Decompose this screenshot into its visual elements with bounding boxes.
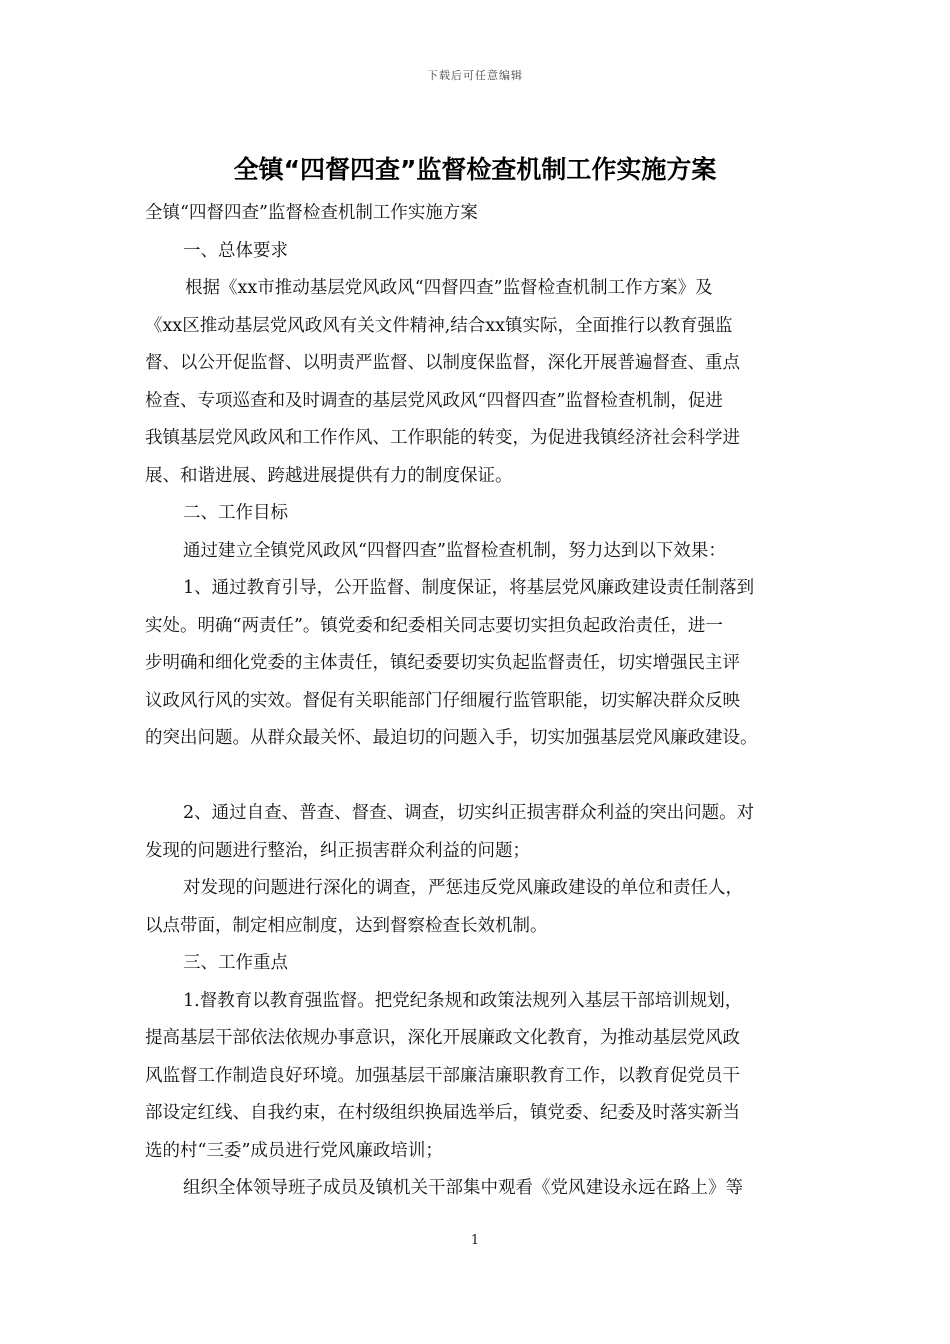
paragraph-line: 《xx区推动基层党风政风有关文件精神,结合xx镇实际，全面推行以教育强监 (145, 315, 733, 336)
paragraph-line: 检查、专项巡查和及时调查的基层党风政风“四督四查”监督检查机制，促进 (145, 390, 723, 411)
paragraph-line: 1、通过教育引导，公开监督、制度保证，将基层党风廉政建设责任制落到 (183, 578, 755, 598)
paragraph-line: 的突出问题。从群众最关怀、最迫切的问题入手，切实加强基层党风廉政建设。 (145, 728, 758, 748)
paragraph-line: 督、以公开促监督、以明责严监督、以制度保监督，深化开展普遍督查、重点 (145, 353, 740, 373)
paragraph-line: 步明确和细化党委的主体责任，镇纪委要切实负起监督责任，切实增强民主评 (145, 653, 740, 673)
blank-line (145, 758, 820, 796)
document-title: 全镇“四督四查”监督检查机制工作实施方案 (233, 155, 717, 184)
paragraph-line: 风监督工作制造良好环境。加强基层干部廉洁廉职教育工作，以教育促党员干 (145, 1065, 740, 1086)
section-heading: 三、工作重点 (183, 953, 288, 973)
header-note: 下载后可任意编辑 (427, 69, 523, 82)
section-heading: 一、总体要求 (183, 240, 288, 261)
paragraph-line: 通过建立全镇党风政风“四督四查”监督检查机制，努力达到以下效果： (183, 540, 726, 561)
paragraph-line: 我镇基层党风政风和工作作风、工作职能的转变，为促进我镇经济社会科学进 (145, 428, 740, 448)
paragraph-line: 部设定红线、自我约束，在村级组织换届选举后，镇党委、纪委及时落实新当 (145, 1103, 740, 1123)
paragraph-line: 组织全体领导班子成员及镇机关干部集中观看《党风建设永远在路上》等 (183, 1178, 743, 1198)
page-number: 1 (470, 1233, 480, 1248)
paragraph-line: 展、和谐进展、跨越进展提供有力的制度保证。 (145, 465, 513, 486)
section-heading: 二、工作目标 (183, 503, 288, 523)
paragraph-line: 发现的问题进行整治，纠正损害群众利益的问题； (145, 840, 530, 861)
paragraph-line: 议政风行风的实效。督促有关职能部门仔细履行监管职能，切实解决群众反映 (145, 690, 740, 711)
paragraph-line: 2、通过自查、普查、督查、调查，切实纠正损害群众利益的突出问题。对 (183, 803, 755, 823)
paragraph-line: 根据《xx市推动基层党风政风“四督四查”监督检查机制工作方案》及 (185, 278, 713, 298)
paragraph-line: 以点带面，制定相应制度，达到督察检查长效机制。 (145, 915, 548, 936)
document-body (145, 195, 820, 1208)
paragraph-line: 选的村“三委”成员进行党风廉政培训； (145, 1140, 443, 1161)
paragraph-line: 1.督教育以教育强监督。把党纪条规和政策法规列入基层干部培训规划， (183, 990, 743, 1011)
paragraph-line: 实处。明确“两责任”。镇党委和纪委相关同志要切实担负起政治责任，进一 (145, 615, 723, 636)
paragraph-line: 提高基层干部依法依规办事意识，深化开展廉政文化教育，为推动基层党风政 (145, 1028, 740, 1048)
paragraph-line: 对发现的问题进行深化的调查，严惩违反党风廉政建设的单位和责任人， (183, 878, 743, 898)
subtitle-line: 全镇“四督四查”监督检查机制工作实施方案 (145, 203, 478, 223)
